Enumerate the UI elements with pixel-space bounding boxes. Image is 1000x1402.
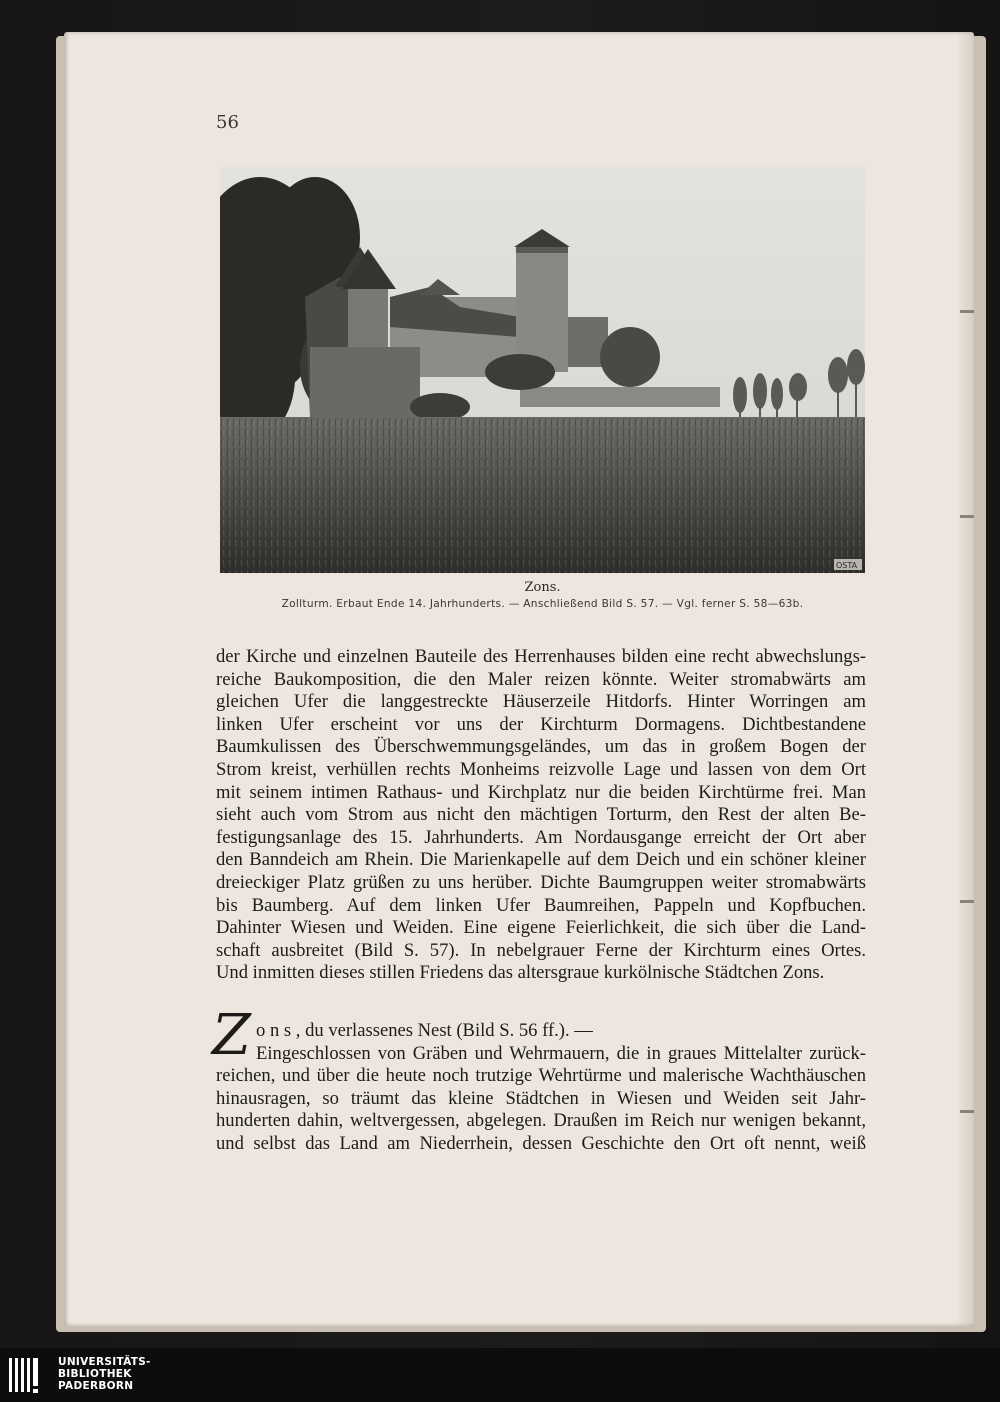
text-line: hinausragen, so träumt das kleine Städtchen in Wiesen und Weiden seit Jahr- <box>216 1087 866 1109</box>
logo-line: UNIVERSITÄTS- <box>58 1356 151 1368</box>
binding-mark <box>960 1110 974 1113</box>
text-line: den Banndeich am Rhein. Die Marienkapelle auf dem Deich und ein schöner kleiner <box>216 849 866 871</box>
binding-mark <box>960 900 974 903</box>
text-line: der Kirche und einzelnen Bauteile des Herrenhauses bilden eine recht abwechslungs- <box>216 646 866 667</box>
page-curl-shadow <box>956 32 974 1326</box>
paragraph-2 <box>216 1020 866 1156</box>
text-line: o n s , du verlassenes Nest (Bild S. 56 ff.). — <box>256 1020 593 1041</box>
library-logo-icon <box>8 1356 48 1396</box>
photo-plate-zons-castle <box>220 167 865 573</box>
library-logo <box>8 1356 198 1396</box>
caption-title: Zons. <box>524 580 561 595</box>
text-line: reiche Baukomposition, die den Maler reizen könnte. Weiter stromabwärts am <box>216 668 866 690</box>
text-line: gleichen Ufer die langgestreckte Häuserzeile Hitdorfs. Hinter Worringen am <box>216 691 866 713</box>
binding-mark <box>960 310 974 313</box>
grass-texture <box>220 417 865 573</box>
text-line: reichen, und über die heute noch trutzige Wehrtürme und malerische Wachthäuschen <box>216 1065 866 1087</box>
text-line: sieht auch vom Strom aus nicht den mächtigen Torturm, den Rest der alten Be- <box>216 804 866 826</box>
drop-cap: Z <box>212 1003 251 1068</box>
outer-wall <box>520 387 720 407</box>
text-line: Strom kreist, verhüllen rechts Monheims reizvolle Lage und lassen von dem Ort <box>216 758 866 780</box>
binding-mark <box>960 515 974 518</box>
text-line: mit seinem intimen Rathaus- und Kirchplatz nur die beiden Kirchtürme frei. Man <box>216 781 866 803</box>
text-line: dreieckiger Platz grüßen zu uns herüber. Dichte Baumgruppen weiter stromabwärts <box>216 871 866 893</box>
photographer-signature: OSTA <box>836 561 858 570</box>
page-number: 56 <box>216 112 239 133</box>
text-line: Eingeschlossen von Gräben und Wehrmauern, die in graues Mittelalter zurück- <box>256 1042 866 1064</box>
text-line: hunderten dahin, weltvergessen, abgelegen. Draußen im Reich nur wenigen bekannt, <box>216 1110 866 1132</box>
logo-line: BIBLIOTHEK <box>58 1368 132 1380</box>
paragraph-1 <box>216 646 866 985</box>
text-line: Baumkulissen des Überschwemmungsgeländes, um das in großem Bogen der <box>216 736 866 758</box>
text-line: Dahinter Wiesen und Weiden. Eine eigene Feierlichkeit, die sich über die Land- <box>216 917 866 939</box>
caption-subtitle: Zollturm. Erbaut Ende 14. Jahrhunderts. — Anschließend Bild S. 57. — Vgl. ferner S. 58—63b. <box>281 598 804 610</box>
text-line: bis Baumberg. Auf dem linken Ufer Baumreihen, Pappeln und Kopfbuchen. <box>216 894 866 916</box>
logo-line: PADERBORN <box>58 1380 134 1392</box>
text-line: Und inmitten dieses stillen Friedens das altersgraue kurkölnische Städtchen Zons. <box>216 962 825 984</box>
text-line: linken Ufer erscheint vor uns der Kirchturm Dormagens. Dichtbestandene <box>216 713 866 735</box>
text-line: und selbst das Land am Niederrhein, dessen Geschichte den Ort oft nennt, weiß <box>216 1132 866 1154</box>
text-line: festigungsanlage des 15. Jahrhunderts. Am Nordausgange erreicht der Ort aber <box>216 826 866 848</box>
text-line: schaft ausbreitet (Bild S. 57). In nebelgrauer Ferne der Kirchturm eines Ortes. <box>216 939 866 961</box>
photo-illustration <box>220 167 865 573</box>
library-logo-text <box>58 1356 151 1392</box>
